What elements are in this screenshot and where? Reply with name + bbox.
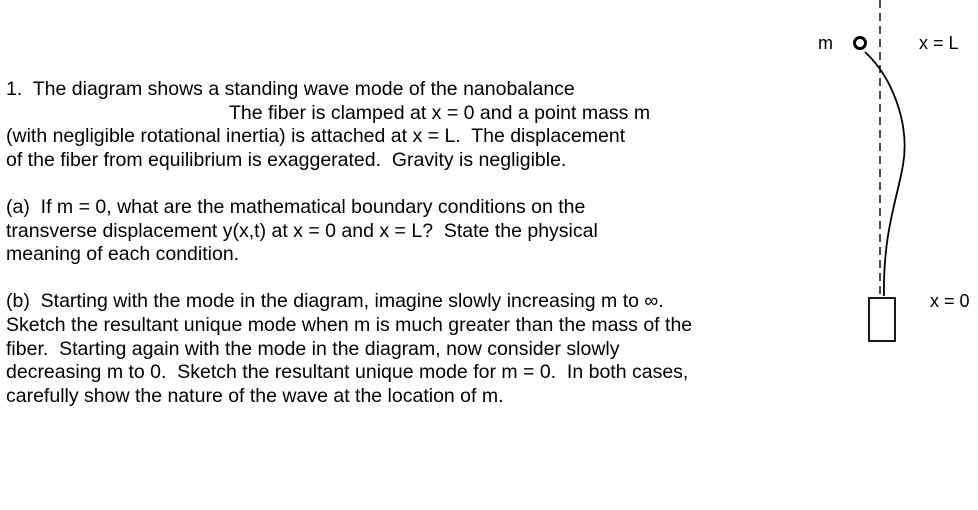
problem-line-4: of the fiber from equilibrium is exaggerated. Gravity is negligible. (6, 148, 567, 171)
part-b-line-1: (b) Starting with the mode in the diagram, imagine slowly increasing m to ∞. (6, 290, 664, 313)
x-equals-0-label: x = 0 (930, 291, 970, 311)
part-a-line-2: transverse displacement y(x,t) at x = 0 and x = L? State the physical (6, 219, 598, 242)
problem-line-2: The fiber is clamped at x = 0 and a point mass m (229, 101, 651, 124)
part-b-line-2: Sketch the resultant unique mode when m is much greater than the mass of the (6, 313, 693, 336)
problem-line-3: (with negligible rotational inertia) is attached at x = L. The displacement (6, 125, 626, 148)
fiber-diagram (790, 0, 978, 360)
part-b-line-3: fiber. Starting again with the mode in the diagram, now consider slowly (6, 337, 620, 360)
part-b-line-5: carefully show the nature of the wave at the location of m. (6, 384, 504, 407)
part-a-line-3: meaning of each condition. (6, 243, 240, 266)
clamp-block (869, 298, 895, 341)
x-equals-l-label: x = L (919, 33, 959, 53)
point-mass-icon (855, 38, 866, 49)
fiber-curve (865, 52, 905, 296)
part-a-line-1: (a) If m = 0, what are the mathematical boundary conditions on the (6, 195, 586, 218)
part-b-line-4: decreasing m to 0. Sketch the resultant unique mode for m = 0. In both cases, (6, 361, 689, 384)
problem-text (6, 78, 796, 408)
mass-label: m (818, 33, 833, 53)
problem-line-1: 1. The diagram shows a standing wave mode of the nanobalance (6, 78, 575, 100)
